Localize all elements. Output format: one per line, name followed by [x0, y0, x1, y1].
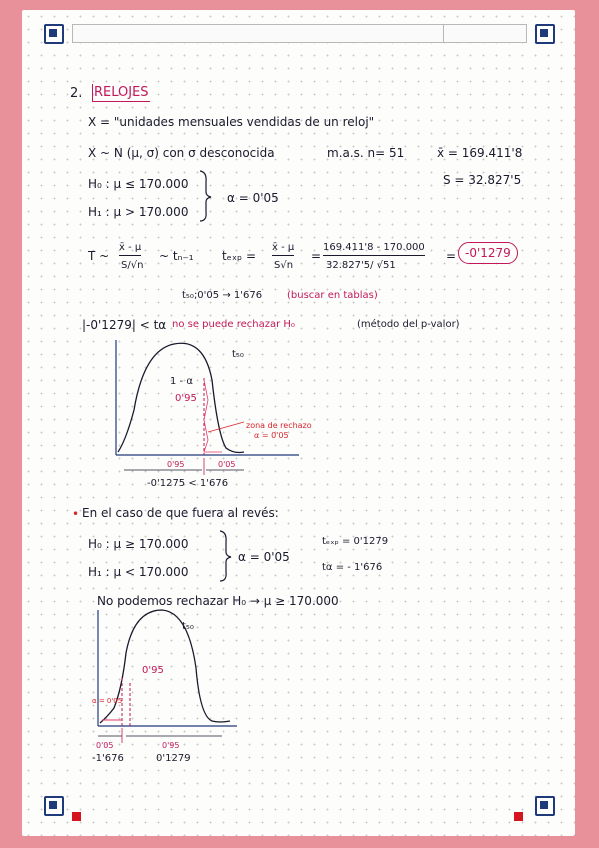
reverse-alt-hypothesis: H₁ : μ < 170.000 [88, 565, 189, 579]
graph1-bottom: -0'1275 < 1'676 [147, 478, 229, 489]
graph2-dist-label: t₅₀ [182, 621, 194, 632]
sample-sd: S = 32.827'5 [443, 173, 522, 187]
statistic-distribution: ~ tₙ₋₁ [159, 249, 194, 263]
red-square-icon [514, 812, 523, 821]
comparison: |-0'1279| < tα [82, 318, 167, 332]
graph1-reject-alpha: α = 0'05 [254, 431, 289, 440]
distribution-line: X ~ N (μ, σ) con σ desconocida [88, 146, 275, 160]
graph1-area-value: 0'95 [175, 393, 197, 404]
header-box [72, 24, 527, 43]
graph2-right-val: 0'95 [162, 741, 180, 750]
graph1-dist-label: t₅₀ [232, 349, 244, 360]
comparison-conclusion: no se puede rechazar H₀ [172, 319, 295, 330]
bullet-icon: • [72, 507, 80, 521]
graph2-reject-alpha: α = 0'05 [92, 697, 123, 705]
equals-sign: = [311, 249, 322, 263]
statistic-denominator: S/√n [121, 260, 144, 271]
graph1-area-label: 1 - α [170, 376, 193, 387]
section-number: 2. [70, 86, 83, 101]
statistic-label: T ~ [88, 249, 110, 263]
calc-numerator: 169.411'8 - 170.000 [323, 243, 425, 256]
distribution-graph-1 [104, 340, 304, 470]
calc-denominator: 32.827'5/ √51 [326, 260, 396, 271]
graph2-left-val: 0'05 [96, 741, 114, 750]
texp-label: tₑₓₚ = [222, 249, 257, 263]
corner-marker-icon [535, 796, 555, 816]
null-hypothesis: H₀ : μ ≤ 170.000 [88, 177, 189, 191]
graph2-area-value: 0'95 [142, 665, 164, 676]
reverse-intro: En el caso de que fuera al revés: [82, 506, 279, 520]
reverse-conclusion: No podemos rechazar H₀ → μ ≥ 170.000 [97, 594, 339, 608]
section-title: RELOJES [94, 85, 149, 100]
notebook-page [22, 10, 575, 836]
reverse-null-hypothesis: H₀ : μ ≥ 170.000 [88, 537, 189, 551]
brace-icon [218, 530, 232, 582]
texp-result: -0'1279 [458, 242, 518, 264]
corner-marker-icon [535, 24, 555, 44]
graph1-reject-label: zona de rechazo [246, 421, 312, 430]
texp-denominator: S√n [274, 260, 294, 271]
graph2-bottom-right: 0'1279 [156, 753, 191, 764]
reverse-texp: tₑₓₚ = 0'1279 [322, 536, 389, 547]
distribution-graph-2 [92, 608, 242, 748]
corner-marker-icon [44, 796, 64, 816]
table-value: t₅₀;0'05 → 1'676 [182, 290, 263, 301]
red-square-icon [72, 812, 81, 821]
variable-definition: X = "unidades mensuales vendidas de un reloj" [88, 115, 375, 129]
texp-numerator: x̄ - μ [272, 243, 294, 256]
table-note: (buscar en tablas) [287, 290, 378, 301]
reverse-alpha: α = 0'05 [238, 550, 290, 564]
method-note: (método del p-valor) [357, 319, 460, 330]
alpha-value: α = 0'05 [227, 191, 279, 205]
sample-info: m.a.s. n= 51 [327, 146, 405, 160]
brace-icon [198, 170, 212, 222]
statistic-numerator: x̄ - μ [119, 243, 141, 256]
graph2-bottom-left: -1'676 [92, 753, 124, 764]
alt-hypothesis: H₁ : μ > 170.000 [88, 205, 189, 219]
equals-sign: = [446, 249, 457, 263]
corner-marker-icon [44, 24, 64, 44]
graph1-right-val: 0'05 [218, 460, 236, 469]
graph1-left-val: 0'95 [167, 460, 185, 469]
reverse-ta: tα = - 1'676 [322, 562, 383, 573]
sample-mean: x̄ = 169.411'8 [437, 146, 523, 160]
